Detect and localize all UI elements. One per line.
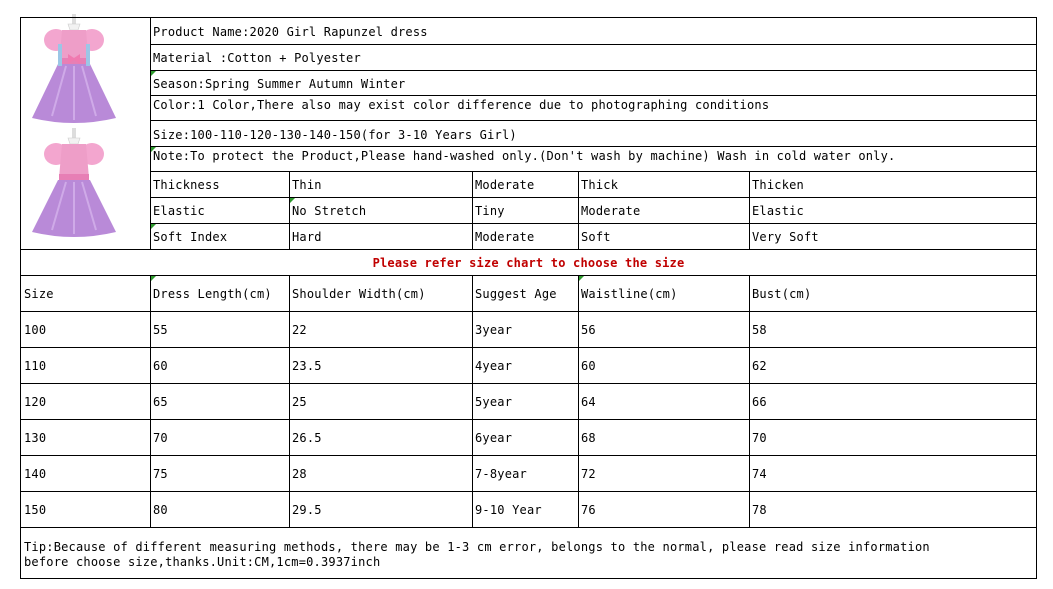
table-cell: 4year	[475, 359, 513, 373]
table-cell: 5year	[475, 395, 513, 409]
property-option: Soft	[581, 230, 611, 244]
cell-marker	[290, 198, 295, 203]
table-cell: 29.5	[292, 503, 322, 517]
property-option: No Stretch	[292, 204, 367, 218]
property-option: Thicken	[752, 178, 804, 192]
property-option: Very Soft	[752, 230, 819, 244]
dress-photo-front	[28, 14, 120, 126]
tip-line-1: Tip:Because of different measuring methods, there may be 1-3 cm error, belongs to the normal, please read size information	[24, 540, 930, 554]
table-header: Bust(cm)	[752, 287, 812, 301]
property-label: Soft Index	[153, 230, 228, 244]
cell-marker	[151, 71, 156, 76]
table-cell: 74	[752, 467, 767, 481]
cell-marker	[151, 224, 156, 229]
table-cell: 130	[24, 431, 47, 445]
table-cell: 26.5	[292, 431, 322, 445]
table-cell: 70	[752, 431, 767, 445]
table-header: Suggest Age	[475, 287, 557, 301]
dress-photo-back	[28, 128, 120, 240]
property-option: Elastic	[752, 204, 804, 218]
table-cell: 6year	[475, 431, 513, 445]
property-label: Elastic	[153, 204, 205, 218]
property-option: Moderate	[475, 230, 535, 244]
table-cell: 23.5	[292, 359, 322, 373]
table-cell: 140	[24, 467, 47, 481]
table-cell: 60	[581, 359, 596, 373]
color-info: Color:1 Color,There also may exist color difference due to photographing conditions	[153, 98, 770, 112]
table-cell: 110	[24, 359, 47, 373]
table-cell: 66	[752, 395, 767, 409]
table-cell: 56	[581, 323, 596, 337]
table-cell: 120	[24, 395, 47, 409]
table-cell: 25	[292, 395, 307, 409]
table-header: Shoulder Width(cm)	[292, 287, 426, 301]
size-range: Size:100-110-120-130-140-150(for 3-10 Years Girl)	[153, 128, 517, 142]
size-chart-title: Please refer size chart to choose the size	[372, 256, 685, 270]
table-cell: 100	[24, 323, 47, 337]
season: Season:Spring Summer Autumn Winter	[153, 77, 406, 91]
property-option: Thin	[292, 178, 322, 192]
table-cell: 70	[153, 431, 168, 445]
table-cell: 60	[153, 359, 168, 373]
property-option: Moderate	[581, 204, 641, 218]
cell-marker	[579, 276, 584, 281]
table-cell: 3year	[475, 323, 513, 337]
care-note: Note:To protect the Product,Please hand-washed only.(Don't wash by machine) Wash in cold water only.	[153, 149, 896, 163]
property-label: Thickness	[153, 178, 220, 192]
property-option: Hard	[292, 230, 322, 244]
table-cell: 76	[581, 503, 596, 517]
table-cell: 28	[292, 467, 307, 481]
table-cell: 65	[153, 395, 168, 409]
table-cell: 64	[581, 395, 596, 409]
table-cell: 75	[153, 467, 168, 481]
product-name: Product Name:2020 Girl Rapunzel dress	[153, 25, 428, 39]
table-cell: 55	[153, 323, 168, 337]
table-header: Waistline(cm)	[581, 287, 678, 301]
table-cell: 78	[752, 503, 767, 517]
table-cell: 9-10 Year	[475, 503, 542, 517]
material: Material :Cotton + Polyester	[153, 51, 361, 65]
property-option: Moderate	[475, 178, 535, 192]
table-header: Dress Length(cm)	[153, 287, 272, 301]
property-option: Thick	[581, 178, 619, 192]
table-cell: 62	[752, 359, 767, 373]
table-cell: 80	[153, 503, 168, 517]
table-header: Size	[24, 287, 54, 301]
tip-line-2: before choose size,thanks.Unit:CM,1cm=0.3937inch	[24, 555, 381, 569]
table-cell: 68	[581, 431, 596, 445]
table-cell: 72	[581, 467, 596, 481]
table-cell: 22	[292, 323, 307, 337]
table-cell: 58	[752, 323, 767, 337]
table-cell: 7-8year	[475, 467, 527, 481]
table-cell: 150	[24, 503, 47, 517]
property-option: Tiny	[475, 204, 505, 218]
cell-marker	[151, 276, 156, 281]
